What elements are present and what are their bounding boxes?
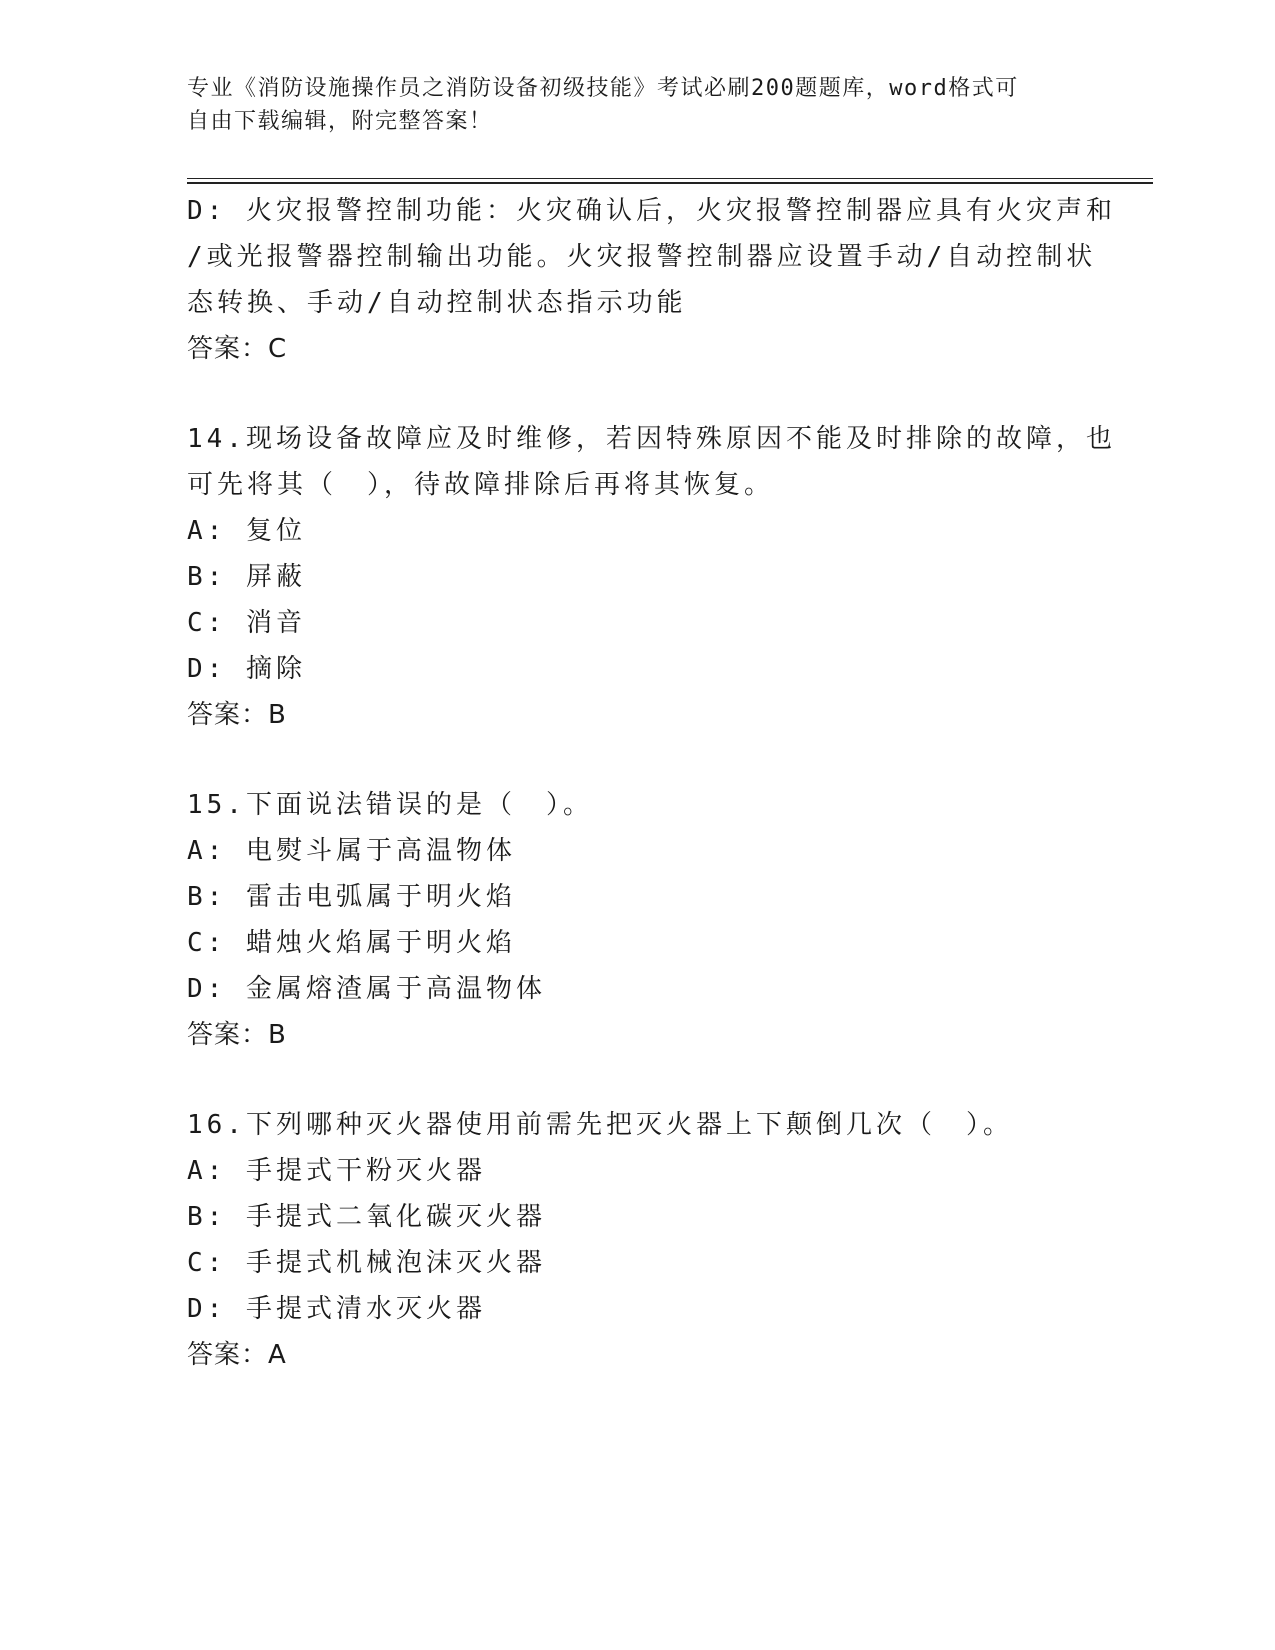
question-stem-line-1: 15.下面说法错误的是（ ）。 (187, 790, 593, 820)
question-16 (187, 1102, 1087, 1378)
option-d: D: 手提式清水灭火器 (187, 1294, 486, 1324)
question-stem-line-1: 14.现场设备故障应及时维修，若因特殊原因不能及时排除的故障，也 (187, 424, 1116, 454)
page-header (187, 72, 1067, 138)
question-stem-line-1: 16.下列哪种灭火器使用前需先把灭火器上下颠倒几次（ ）。 (187, 1110, 1013, 1140)
question-content (187, 188, 1116, 1378)
option-b: B: 手提式二氧化碳灭火器 (187, 1202, 546, 1232)
header-title-line-1: 专业《消防设施操作员之消防设备初级技能》考试必刷200题题库，word格式可 (187, 76, 1019, 101)
option-d: D: 金属熔渣属于高温物体 (187, 974, 546, 1004)
option-a: A: 复位 (187, 516, 306, 546)
option-d-line-2: /或光报警器控制输出功能。火灾报警控制器应设置手动/自动控制状 (187, 242, 1097, 272)
answer-13: 答案：C (187, 334, 288, 364)
header-title-line-2: 自由下载编辑，附完整答案！ (187, 109, 493, 134)
option-b: B: 屏蔽 (187, 562, 306, 592)
spacer (187, 738, 1087, 782)
spacer (187, 372, 1087, 416)
option-a: A: 电熨斗属于高温物体 (187, 836, 516, 866)
question-14 (187, 416, 1116, 738)
option-d-line-1: D: 火灾报警控制功能：火灾确认后，火灾报警控制器应具有火灾声和 (187, 196, 1116, 226)
option-b: B: 雷击电弧属于明火焰 (187, 882, 516, 912)
option-a: A: 手提式干粉灭火器 (187, 1156, 486, 1186)
option-c: C: 消音 (187, 608, 306, 638)
answer-15: 答案：B (187, 1020, 287, 1050)
answer-16: 答案：A (187, 1340, 287, 1370)
option-c: C: 手提式机械泡沫灭火器 (187, 1248, 546, 1278)
question-stem-line-2: 可先将其（ ），待故障排除后再将其恢复。 (187, 470, 775, 500)
answer-14: 答案：B (187, 700, 287, 730)
spacer (187, 1058, 1087, 1102)
option-d-line-3: 态转换、手动/自动控制状态指示功能 (187, 288, 687, 318)
option-d: D: 摘除 (187, 654, 306, 684)
question-15 (187, 782, 1087, 1058)
option-c: C: 蜡烛火焰属于明火焰 (187, 928, 516, 958)
header-divider (187, 178, 1153, 184)
previous-question-tail (187, 188, 1116, 372)
